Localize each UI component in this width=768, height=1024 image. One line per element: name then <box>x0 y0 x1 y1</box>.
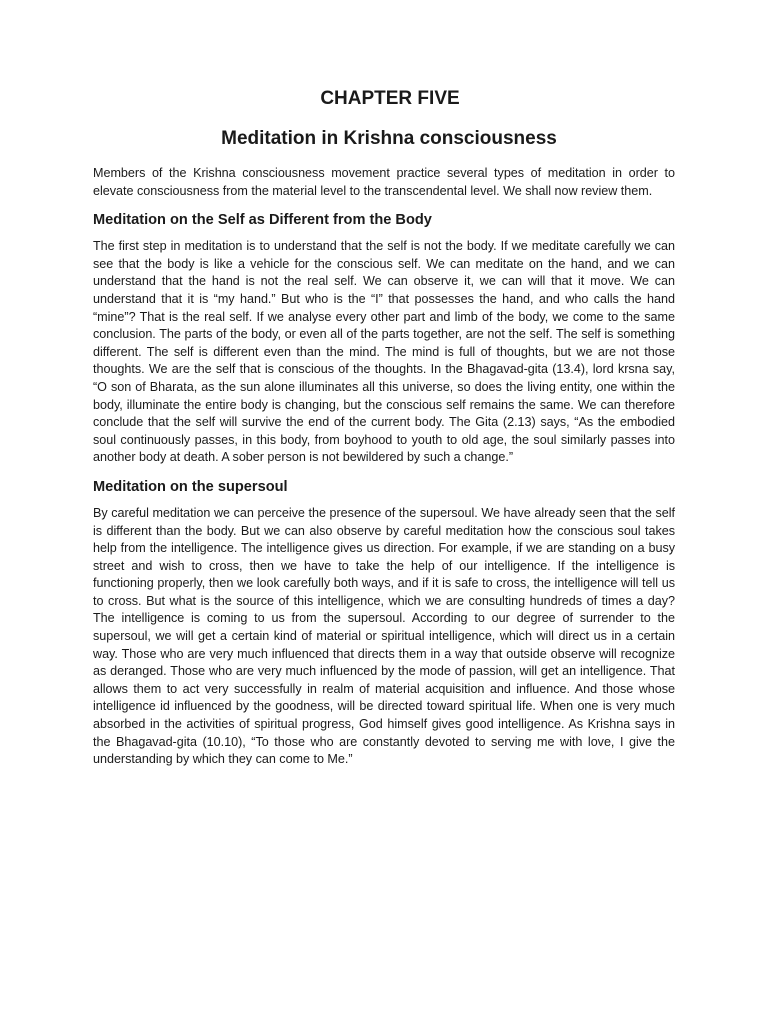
section-heading: Meditation on the Self as Different from the Body <box>93 212 432 229</box>
chapter-title: Meditation in Krishna consciousness <box>221 128 557 149</box>
section-heading: Meditation on the supersoul <box>93 478 288 495</box>
section-paragraph: The first step in meditation is to understand that the self is not the body. If we meditate carefully we can see that the body is like a vehicle for the conscious self. We can meditate on the hand, and we can understand that the hand is not the real self. We can observe it, we can will that it move. We can understand that it is “my hand.” But who is the “I” that possesses the hand, and who calls the hand “mine”? That is the real self. If we analyse every other part and limb of the body, we come to the same conclusion. The parts of the body, or even all of the parts together, are not the self. The self is something different. The self is different even than the mind. The mind is full of thoughts, but we are not those thoughts. We are the self that is conscious of the thoughts. In the Bhagavad-gita (13.4), lord krsna say, “O son of Bharata, as the sun alone illuminates all this universe, so does the living entity, one within the body, illuminate the entire body is changing, but the conscious self remains the same. We can therefore conclude that the self will survive the end of the current body. The Gita (2.13) says, “As the embodied soul continuously passes, in this body, from boyhood to youth to old age, the soul similarly passes into another body at death. A sober person is not bewildered by such a change.” <box>93 239 675 465</box>
intro-paragraph: Members of the Krishna consciousness movement practice several types of meditation in order to elevate consciousness from the material level to the transcendental level. We shall now review them. <box>93 166 675 198</box>
section-supersoul <box>93 477 675 769</box>
document-page <box>93 86 675 779</box>
chapter-label: CHAPTER FIVE <box>320 88 460 109</box>
section-self-vs-body <box>93 210 675 467</box>
section-paragraph: By careful meditation we can perceive the presence of the supersoul. We have already seen that the self is different than the body. But we can also observe by careful meditation how the conscious soul takes help from the intelligence. The intelligence gives us direction. For example, if we are standing on a busy street and wish to cross, then we have to take the help of our intelligence. If the intelligence is functioning properly, then we look carefully both ways, and if it is safe to cross, the intelligence will tell us to cross. But what is the source of this intelligence, which we are consulting hundreds of times a day? The intelligence is coming to us from the supersoul. According to our degree of surrender to the supersoul, we will get a certain kind of material or spiritual intelligence, which will direct us in a certain way. Those who are very much influenced that directs them in a way that outside observe will recognize as deranged. Those who are very much influenced by the mode of passion, will get an intelligence. That allows them to act very successfully in realm of material acquisition and influence. And those whose intelligence id influenced by the goodness, will be directed toward spiritual life. When one is very much absorbed in the activities of spiritual progress, God himself gives good intelligence. As Krishna says in the Bhagavad-gita (10.10), “To those who are constantly devoted to serving me with love, I give the understanding by which they can come to Me.” <box>93 505 675 767</box>
